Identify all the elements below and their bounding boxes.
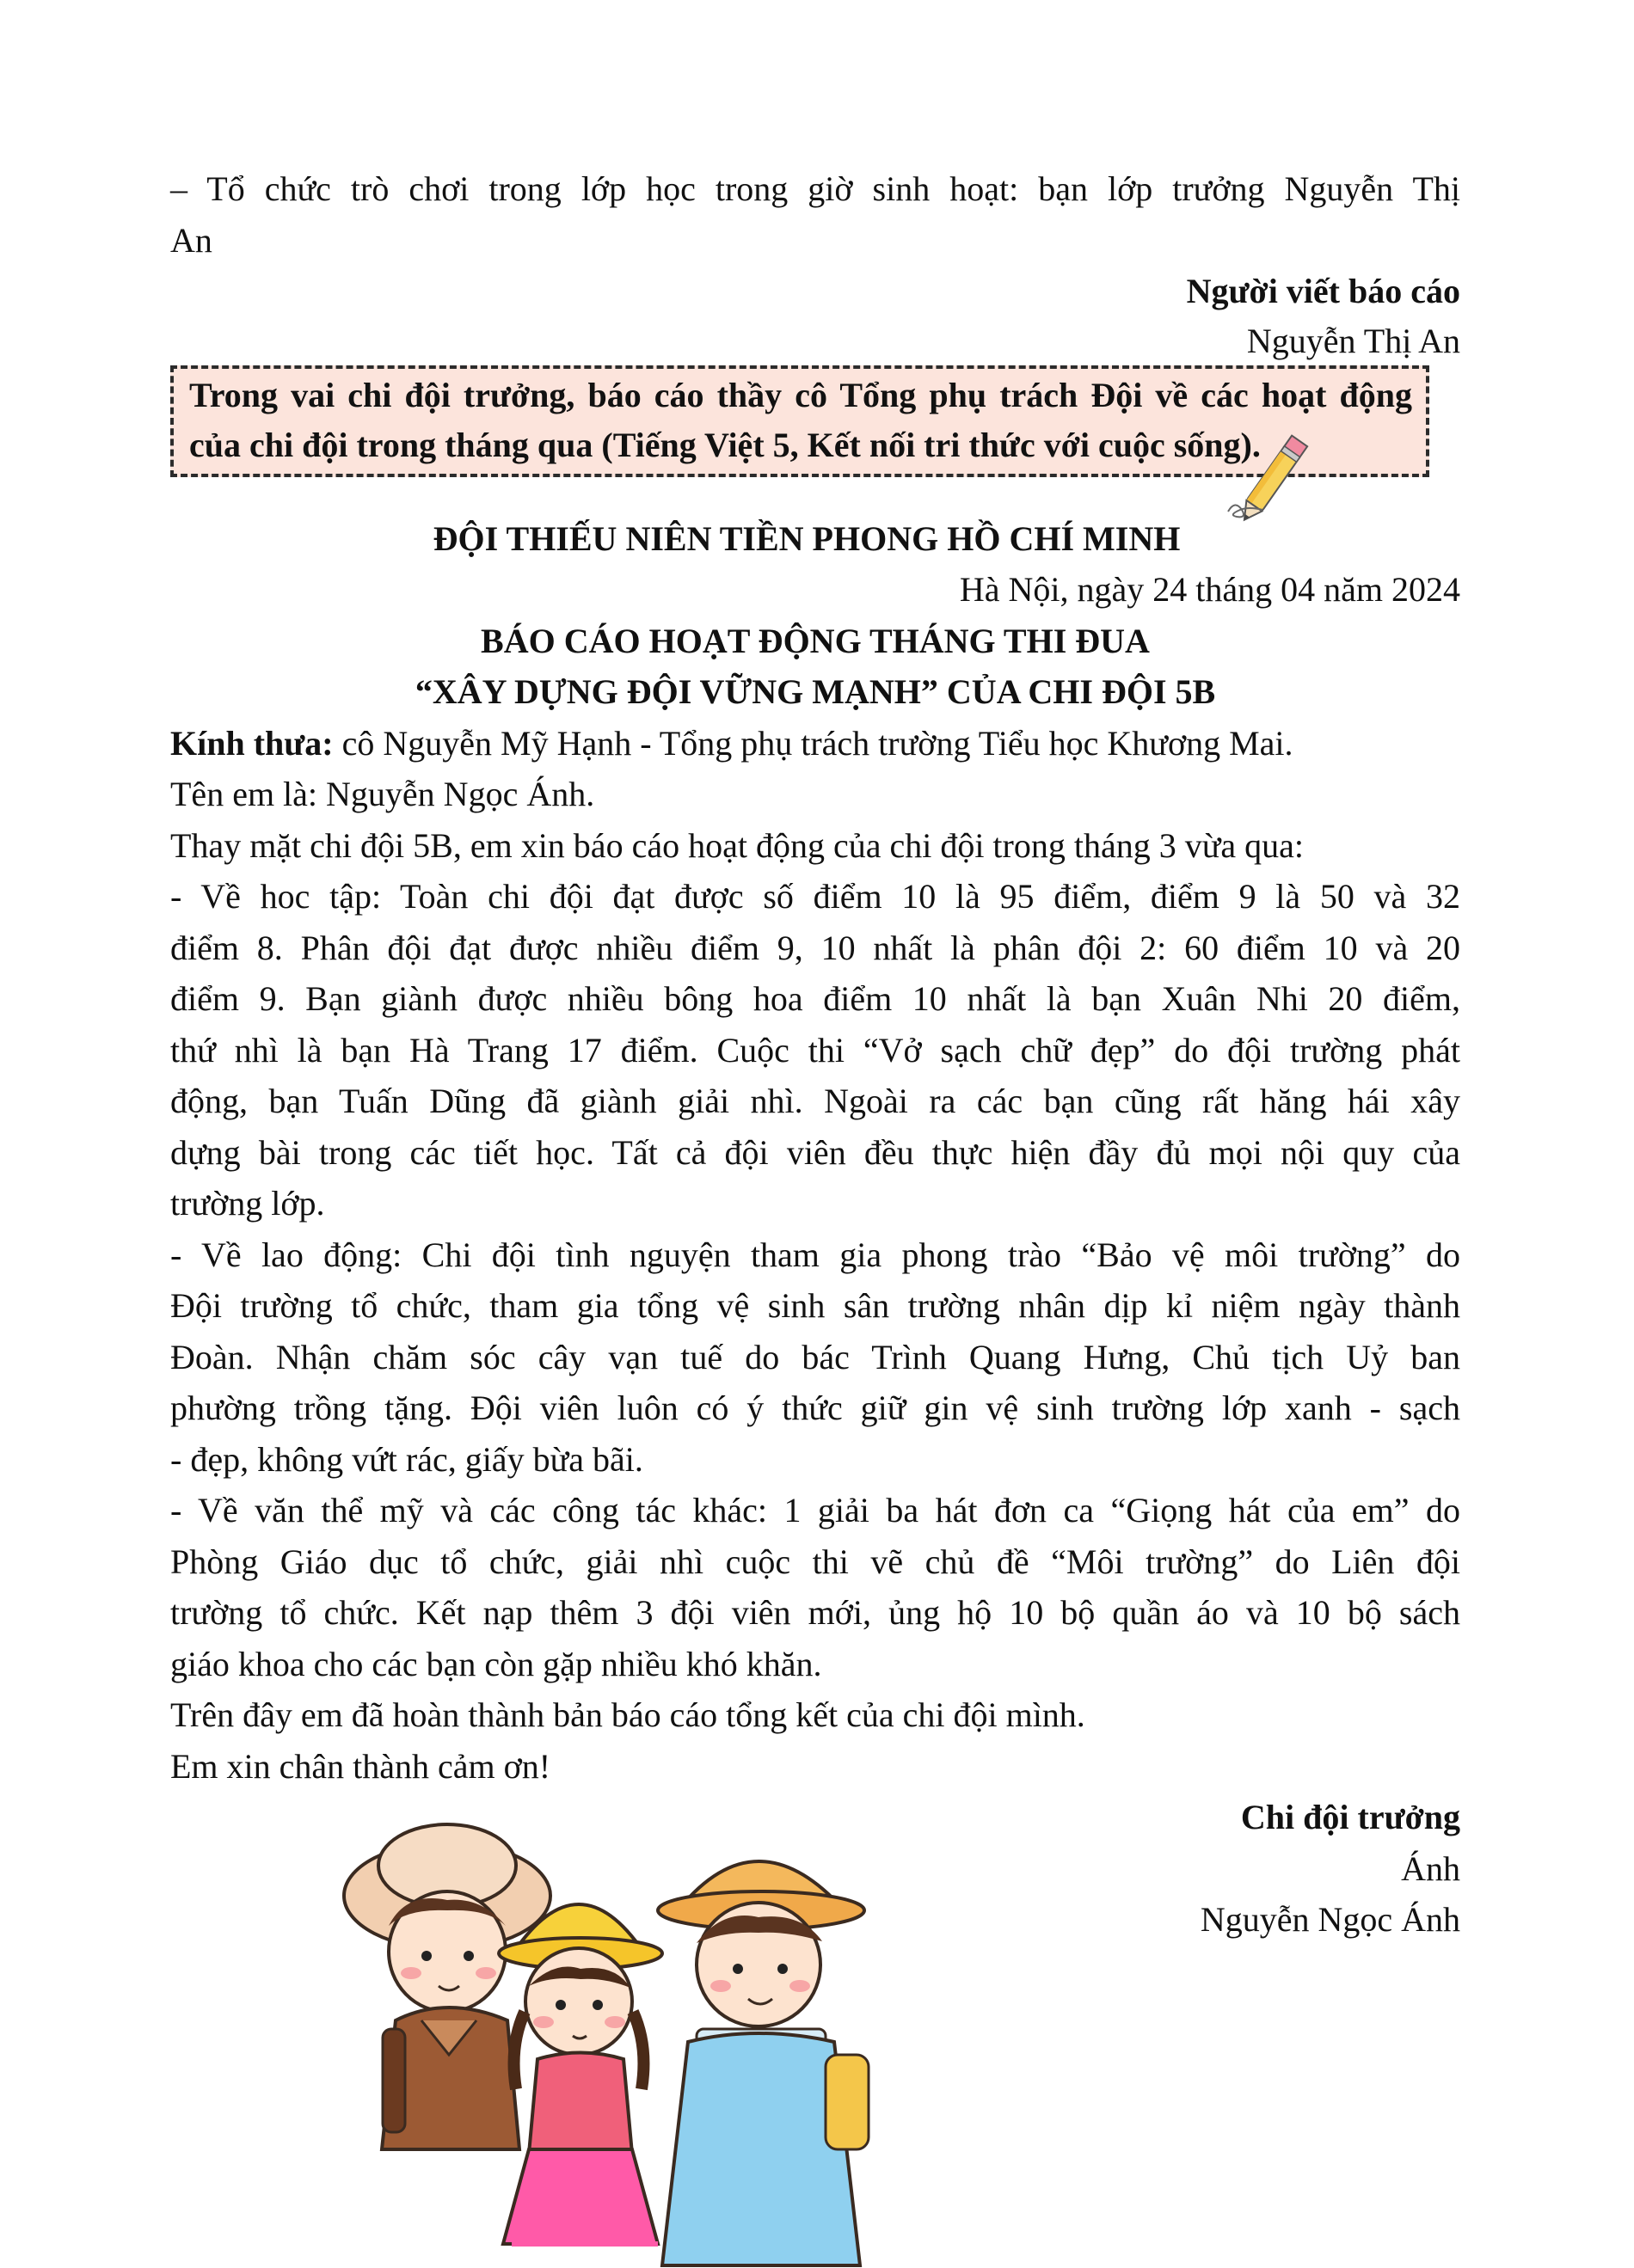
study-line: dựng bài trong các tiết học. Tất cả đội viên đều thực hiện đầy đủ mọi nội quy của: [170, 1132, 1460, 1172]
report-title-2: “XÂY DỰNG ĐỘI VỮNG MẠNH” CỦA CHI ĐỘI 5B: [415, 672, 1216, 711]
closing-line-1: Trên đây em đã hoàn thành bản báo cáo tổng kết của chi đội mình.: [170, 1695, 1085, 1734]
study-line: điểm 9. Bạn giành được nhiều bông hoa điểm 10 nhất là bạn Xuân Nhi 20 điểm,: [170, 979, 1460, 1018]
report-date: Hà Nội, ngày 24 tháng 04 năm 2024: [959, 570, 1460, 609]
study-line: động, bạn Tuấn Dũng đã giành giải nhì. Ngoài ra các bạn cũng rất hăng hái xây: [170, 1082, 1460, 1120]
intro-line: Thay mặt chi đội 5B, em xin báo cáo hoạt động của chi đội trong tháng 3 vừa qua:: [170, 825, 1305, 865]
top-line-1: – Tổ chức trò chơi trong lớp học trong giờ sinh hoạt: bạn lớp trưởng Nguyễn Thị: [170, 169, 1460, 208]
pencil-icon: [1221, 426, 1333, 524]
study-line: điểm 8. Phân đội đạt được nhiều điểm 9, 10 nhất là phân đội 2: 60 điểm 10 và 20: [170, 928, 1460, 967]
signer-name: Nguyễn Thị An: [1246, 321, 1460, 360]
labor-line: Đội trường tổ chức, tham gia tổng vệ sinh sân trường nhân dịp kỉ niệm ngày thành: [170, 1286, 1460, 1325]
labor-paragraph: [170, 1229, 1460, 1486]
girl-middle: [499, 1904, 662, 2244]
task-line-2: của chi đội trong tháng qua (Tiếng Việt 5, Kết nối tri thức với cuộc sống).: [189, 425, 1261, 464]
signer-title: Người viết báo cáo: [1186, 272, 1460, 310]
sign-name: Nguyễn Ngọc Ánh: [1200, 1900, 1460, 1939]
report-title-1: BÁO CÁO HOẠT ĐỘNG THÁNG THI ĐUA: [481, 621, 1150, 660]
closing-line-2: Em xin chân thành cảm ơn!: [170, 1746, 551, 1786]
task-line-1: Trong vai chi đội trưởng, báo cáo thầy cô Tổng phụ trách Đội về các hoạt động: [189, 375, 1412, 414]
greeting-label: Kính thưa:: [170, 723, 334, 763]
sign-title: Chi đội trưởng: [1240, 1798, 1460, 1836]
study-line: - Về hoc tập: Toàn chi đội đạt được số điểm 10 là 95 điểm, điểm 9 là 50 và 32: [170, 877, 1460, 916]
org-heading: ĐỘI THIẾU NIÊN TIỀN PHONG HỒ CHÍ MINH: [433, 518, 1181, 558]
study-paragraph: [170, 871, 1460, 1229]
boy-right: [658, 1861, 869, 2265]
study-line: thứ nhì là bạn Hà Trang 17 điểm. Cuộc thi “Vở sạch chữ đẹp” do đội trường phát: [170, 1030, 1460, 1070]
top-line-2: An: [170, 220, 212, 260]
labor-line: phường trồng tặng. Đội viên luôn có ý thức giữ gin vệ sinh trường lớp xanh - sạch: [170, 1388, 1460, 1427]
children-illustration: [318, 1814, 937, 2268]
arts-paragraph: [170, 1485, 1460, 1689]
labor-line: - Về lao động: Chi đội tình nguyện tham gia phong trào “Bảo vệ môi trường” do: [170, 1235, 1460, 1274]
sign-short: Ánh: [1401, 1848, 1460, 1888]
greeting: [170, 718, 1460, 769]
arts-line: trường tổ chức. Kết nạp thêm 3 đội viên mới, ủng hộ 10 bộ quần áo và 10 bộ sách: [170, 1593, 1460, 1632]
arts-line: Phòng Giáo dục tổ chức, giải nhì cuộc thi vẽ chủ đề “Môi trường” do Liên đội: [170, 1542, 1460, 1581]
study-line: trường lớp.: [170, 1184, 325, 1223]
labor-line: - đẹp, không vứt rác, giấy bừa bãi.: [170, 1439, 643, 1479]
greeting-text: cô Nguyễn Mỹ Hạnh - Tổng phụ trách trường Tiểu học Khương Mai.: [333, 723, 1293, 763]
arts-line: - Về văn thể mỹ và các công tác khác: 1 giải ba hát đơn ca “Giọng hát của em” do: [170, 1491, 1460, 1529]
labor-line: Đoàn. Nhận chăm sóc cây vạn tuế do bác Trình Quang Hưng, Chủ tịch Uỷ ban: [170, 1337, 1460, 1376]
name-line: Tên em là: Nguyễn Ngọc Ánh.: [170, 775, 595, 813]
arts-line: giáo khoa cho các bạn còn gặp nhiều khó khăn.: [170, 1644, 822, 1683]
boy-left: [344, 1824, 550, 2149]
